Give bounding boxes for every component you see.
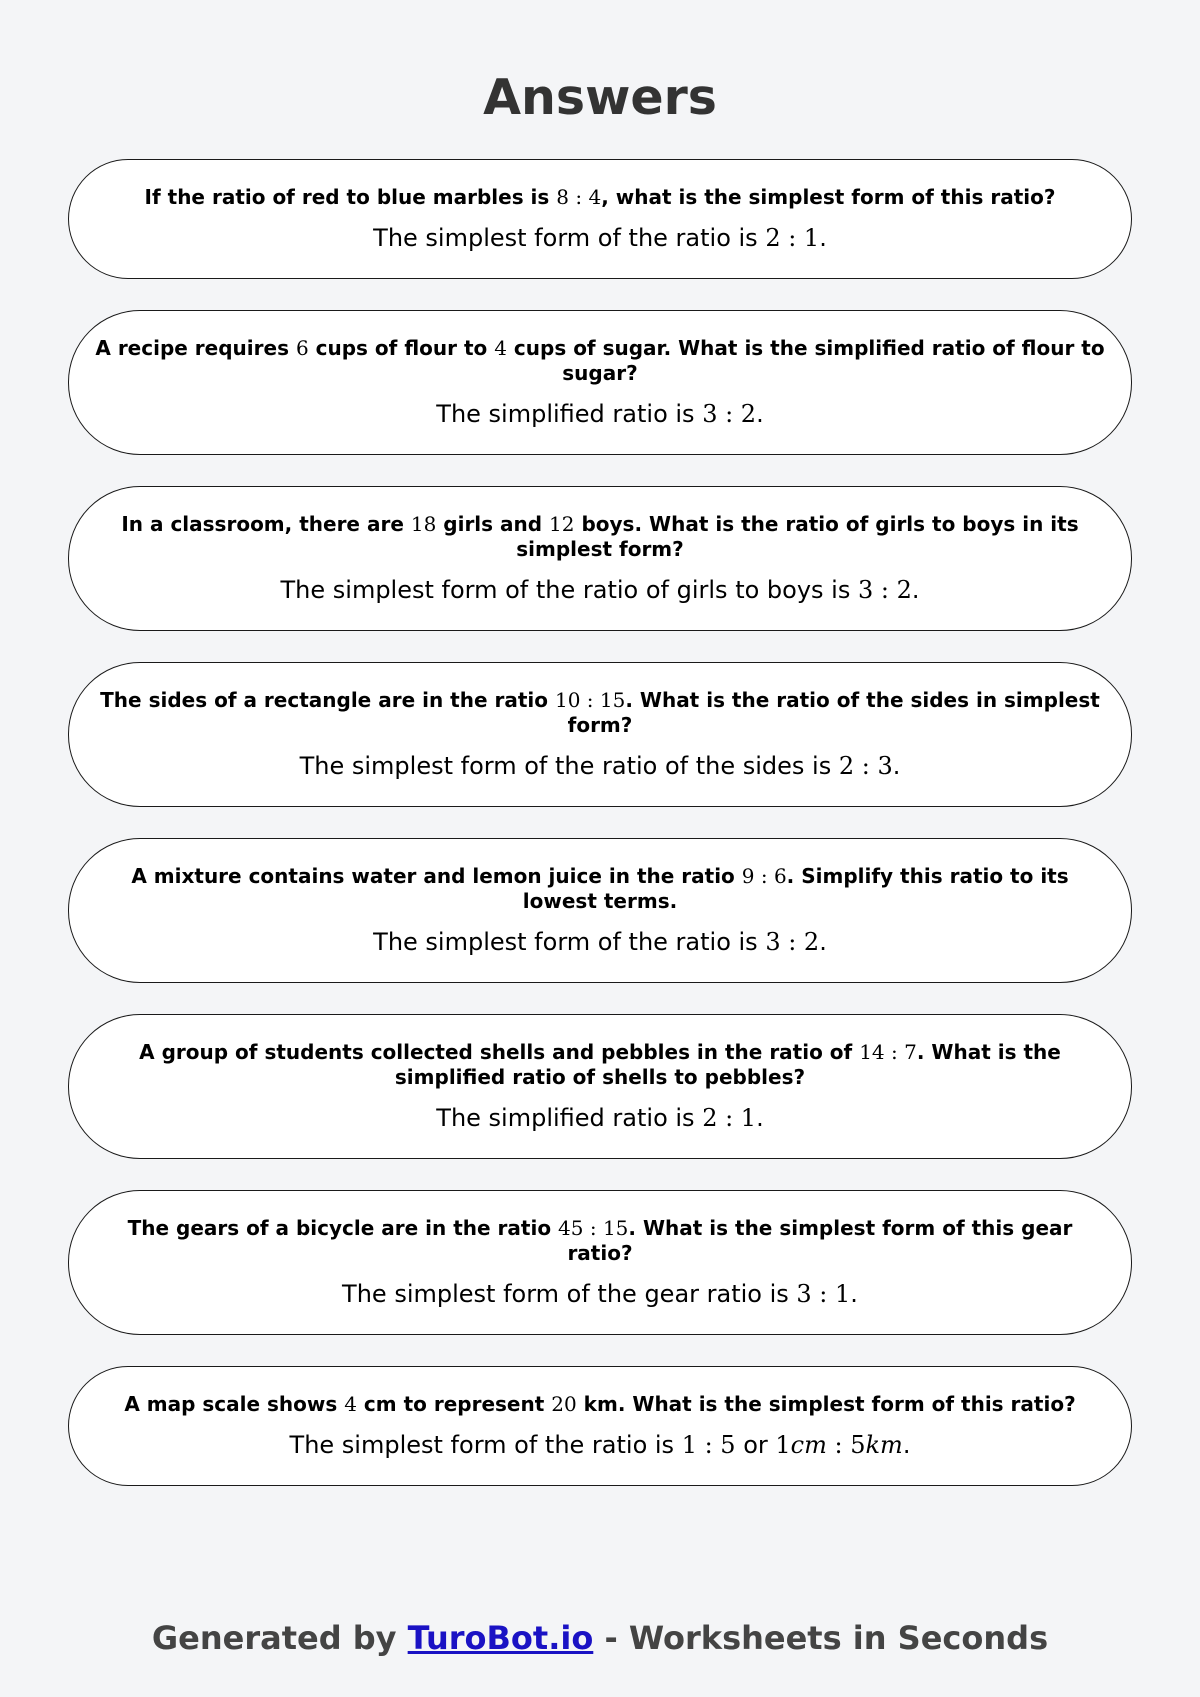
math-expression: 14 : 7 bbox=[859, 1040, 917, 1064]
answer-text: The simplest form of the ratio is 2 : 1. bbox=[373, 224, 827, 252]
math-expression: 3 : 2 bbox=[765, 928, 820, 956]
answer-card-5 bbox=[68, 838, 1132, 983]
math-expression: 1 : 5 bbox=[681, 1431, 736, 1459]
answer-text: The simplified ratio is 3 : 2. bbox=[436, 400, 764, 428]
math-expression: 2 : 1 bbox=[765, 224, 820, 252]
answer-text: The simplest form of the ratio of the sides is 2 : 3. bbox=[299, 752, 901, 780]
answer-card-8 bbox=[68, 1366, 1132, 1486]
answer-card-7 bbox=[68, 1190, 1132, 1335]
answer-text: The simplified ratio is 2 : 1. bbox=[436, 1104, 764, 1132]
page-title: Answers bbox=[483, 69, 717, 126]
question-text: A map scale shows 4 cm to represent 20 km. What is the simplest form of this ratio? bbox=[124, 1392, 1076, 1416]
math-expression: 45 : 15 bbox=[558, 1216, 629, 1240]
math-expression: 3 : 1 bbox=[796, 1280, 851, 1308]
math-expression: 1cm : 5km bbox=[775, 1431, 903, 1459]
question-text: If the ratio of red to blue marbles is 8 : 4, what is the simplest form of this ratio? bbox=[144, 185, 1056, 209]
question-text: The sides of a rectangle are in the ratio 10 : 15. What is the ratio of the sides in simplest form? bbox=[100, 688, 1100, 737]
math-expression: 4 bbox=[344, 1392, 357, 1416]
question-text: The gears of a bicycle are in the ratio 45 : 15. What is the simplest form of this gear ratio? bbox=[127, 1216, 1073, 1265]
answer-card-4 bbox=[68, 662, 1132, 807]
math-expression: 6 bbox=[295, 336, 309, 360]
turobot-link[interactable]: TuroBot.io bbox=[407, 1619, 594, 1657]
math-expression: 10 : 15 bbox=[554, 688, 626, 712]
math-expression: 18 bbox=[410, 512, 437, 536]
answer-card-2 bbox=[68, 310, 1132, 455]
answer-card-1 bbox=[68, 159, 1132, 279]
math-expression: 3 : 2 bbox=[857, 576, 912, 604]
question-text: In a classroom, there are 18 girls and 12 boys. What is the ratio of girls to boys in its simplest form? bbox=[121, 512, 1079, 561]
math-expression: 3 : 2 bbox=[702, 400, 757, 428]
answer-text: The simplest form of the ratio is 3 : 2. bbox=[373, 928, 827, 956]
answer-text: The simplest form of the gear ratio is 3 : 1. bbox=[342, 1280, 858, 1308]
question-text: A group of students collected shells and pebbles in the ratio of 14 : 7. What is the simplified ratio of shells to pebbles? bbox=[139, 1040, 1061, 1089]
math-expression: 2 : 1 bbox=[702, 1104, 757, 1132]
question-text: A mixture contains water and lemon juice in the ratio 9 : 6. Simplify this ratio to its lowest terms. bbox=[131, 864, 1069, 913]
answer-card-3 bbox=[68, 486, 1132, 631]
math-expression: 2 : 3 bbox=[838, 752, 893, 780]
answer-card-6 bbox=[68, 1014, 1132, 1159]
question-text: A recipe requires 6 cups of flour to 4 cups of sugar. What is the simplified ratio of flour to sugar? bbox=[95, 336, 1105, 385]
math-expression: 20 bbox=[551, 1392, 577, 1416]
math-expression: 8 : 4 bbox=[556, 185, 602, 209]
answer-text: The simplest form of the ratio of girls to boys is 3 : 2. bbox=[280, 576, 920, 604]
answer-list bbox=[68, 159, 1132, 1517]
math-expression: 9 : 6 bbox=[741, 864, 787, 888]
math-expression: 4 bbox=[494, 336, 507, 360]
math-expression: 12 bbox=[549, 512, 575, 536]
footer: Generated by TuroBot.io - Worksheets in Seconds bbox=[151, 1619, 1049, 1657]
answer-text: The simplest form of the ratio is 1 : 5 or 1cm : 5km. bbox=[289, 1431, 911, 1459]
